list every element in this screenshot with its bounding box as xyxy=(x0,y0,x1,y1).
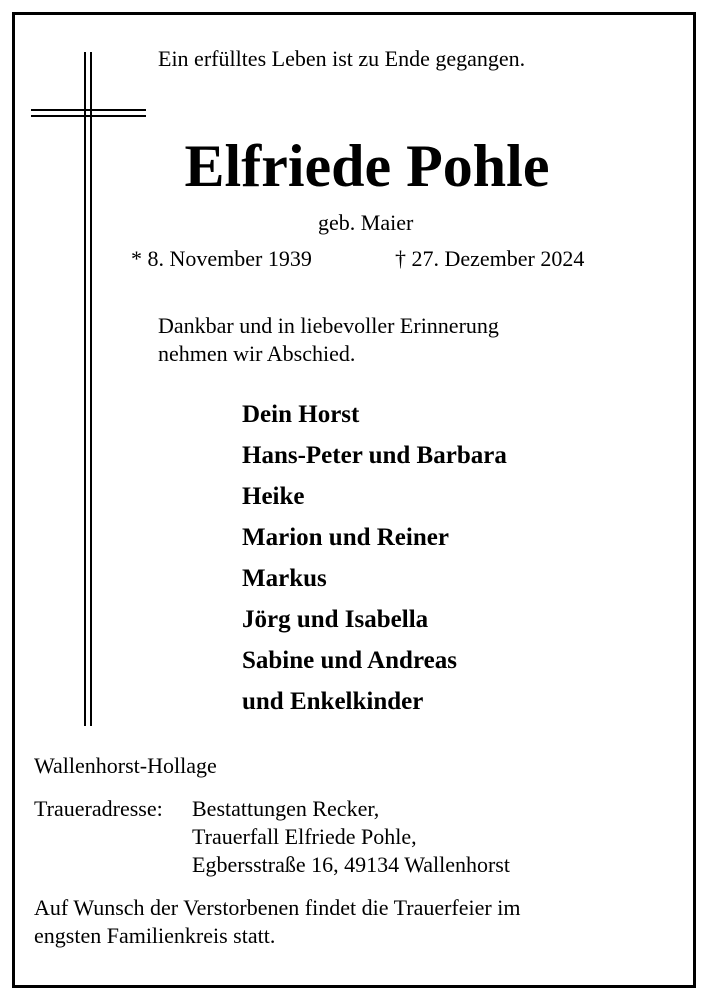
mourner-item: und Enkelkinder xyxy=(242,688,424,715)
mourner-item: Hans-Peter und Barbara xyxy=(242,442,507,469)
address-line: Bestattungen Recker, xyxy=(192,796,380,821)
location: Wallenhorst-Hollage xyxy=(34,753,217,778)
mourner-item: Sabine und Andreas xyxy=(242,647,457,674)
cross-horizontal-bar xyxy=(31,109,146,117)
gratitude-text xyxy=(158,312,618,368)
address-line: Trauerfall Elfriede Pohle, xyxy=(192,824,417,849)
deceased-name: Elfriede Pohle xyxy=(184,133,550,199)
mourner-item: Heike xyxy=(242,483,305,510)
mourner-item: Markus xyxy=(242,565,327,592)
address-line: Egbersstraße 16, 49134 Wallenhorst xyxy=(192,852,510,877)
gratitude-line: Dankbar und in liebevoller Erinnerung xyxy=(158,313,499,338)
notice-line: engsten Familienkreis statt. xyxy=(34,923,276,948)
funeral-notice xyxy=(34,894,674,950)
mourners-list xyxy=(242,400,507,728)
obituary-motto: Ein erfülltes Leben ist zu Ende gegangen. xyxy=(158,46,526,71)
mourner-item: Jörg und Isabella xyxy=(242,606,429,633)
mourning-address xyxy=(192,798,510,882)
notice-line: Auf Wunsch der Verstorbenen findet die Trauerfeier im xyxy=(34,895,521,920)
address-label: Traueradresse: xyxy=(34,796,163,821)
mourner-item: Marion und Reiner xyxy=(242,524,449,551)
death-date: † 27. Dezember 2024 xyxy=(395,246,585,271)
mourner-item: Dein Horst xyxy=(242,401,360,428)
birth-name: geb. Maier xyxy=(318,210,414,235)
gratitude-line: nehmen wir Abschied. xyxy=(158,341,356,366)
birth-date: * 8. November 1939 xyxy=(131,246,312,271)
